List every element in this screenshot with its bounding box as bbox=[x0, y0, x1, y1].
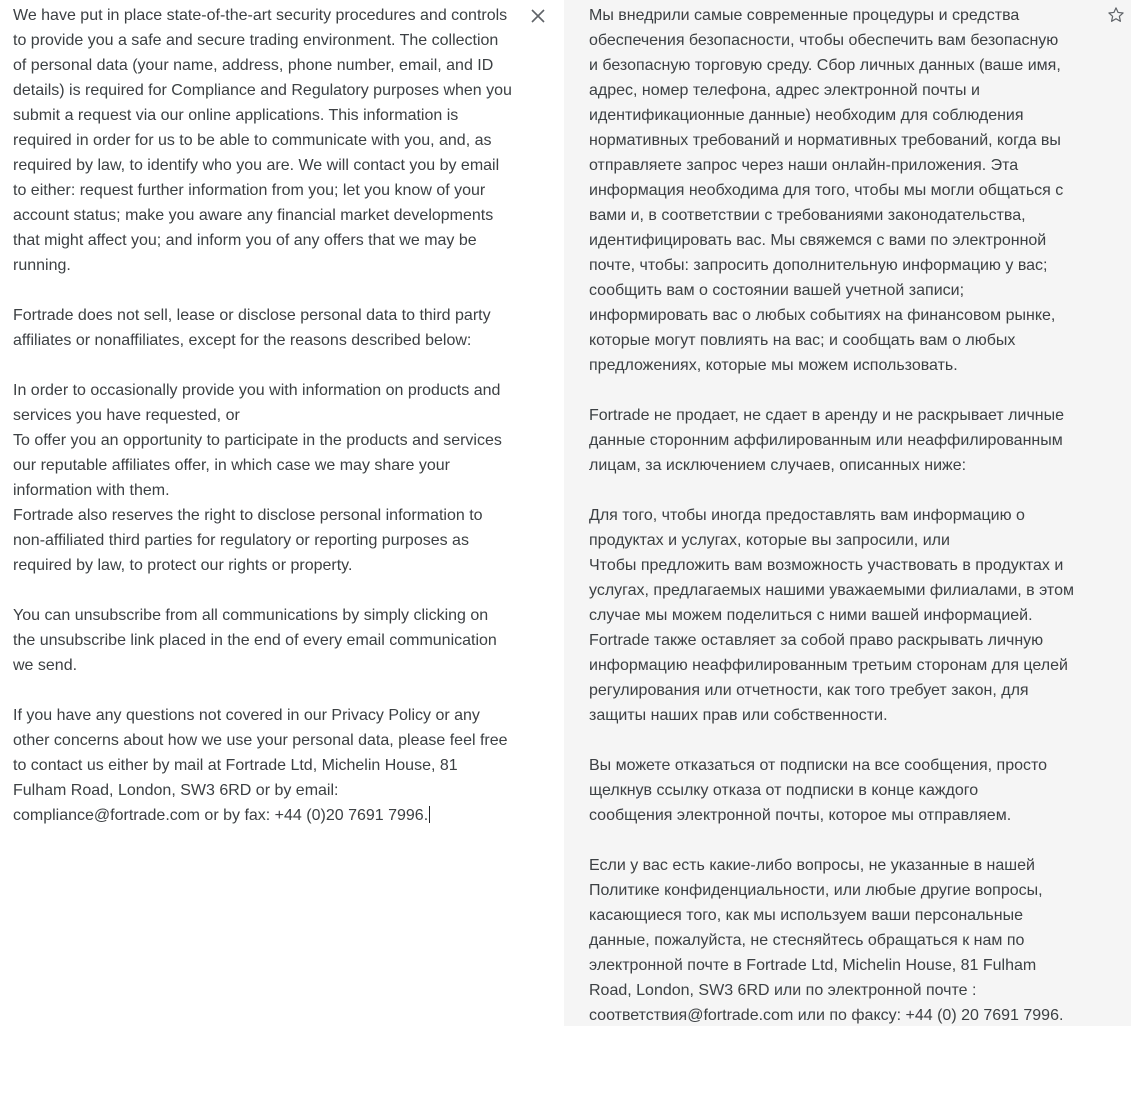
source-text-input[interactable] bbox=[13, 3, 523, 828]
text-caret bbox=[429, 806, 430, 823]
translation-output-panel bbox=[564, 0, 1131, 1026]
source-paragraph-1: We have put in place state-of-the-art security procedures and controls to provide you a safe and secure trading environment. The collection of personal data (your name, address, phone number, email, and ID details) is required for Compliance and Regulatory purposes when you submit a request via our online applications. This information is required in order for us to be able to communicate with you, and, as required by law, to identify who you are. We will contact you by email to either: request further information from you; let you know of your account status; make you aware any financial market developments that might affect you; and inform you of any offers that we may be running. bbox=[13, 7, 512, 274]
source-text-panel bbox=[0, 0, 564, 1100]
target-paragraph-3: Для того, чтобы иногда предоставлять вам информацию о продуктах и услугах, которые вы запросили, или Чтобы предложить вам возможность участвовать в продуктах и услугах, предлагаемых нашими уважаемыми филиалами, в этом случае мы можем поделиться с ними вашей информацией. Fortrade также оставляет за собой право раскрывать личную информацию неаффилированным третьим сторонам для целей регулирования или отчетности, как того требует закон, для защиты наших прав или собственности. bbox=[589, 507, 1074, 724]
source-paragraph-2: Fortrade does not sell, lease or disclose personal data to third party affiliates or nonaffiliates, except for the reasons described below: bbox=[13, 307, 491, 349]
clear-source-button[interactable] bbox=[526, 4, 550, 28]
close-icon bbox=[531, 9, 545, 23]
target-paragraph-1: Мы внедрили самые современные процедуры и средства обеспечения безопасности, чтобы обеспечить вам безопасную и безопасную торговую среду. Сбор личных данных (ваше имя, адрес, номер телефона, адрес электронной почты и идентификационные данные) необходим для соблюдения нормативных требований и нормативных требований, когда вы отправляете запрос через наши онлайн-приложения. Эта информация необходима для того, чтобы мы могли общаться с вами и, в соответствии с требованиями законодательства, идентифицировать вас. Мы свяжемся с вами по электронной почте, чтобы: запросить дополнительную информацию у вас; сообщить вам о состоянии вашей учетной записи; информировать вас о любых событиях на финансовом рынке, которые могут повлиять на вас; и сообщать вам о любых предложениях, которые мы можем использовать. bbox=[589, 7, 1064, 374]
save-translation-button[interactable] bbox=[1104, 3, 1128, 27]
source-paragraph-5: If you have any questions not covered in our Privacy Policy or any other concerns about how we use your personal data, please feel free to contact us either by mail at Fortrade Ltd, Michelin House, 81 Fulham Road, London, SW3 6RD or by email: compliance@fortrade.com or by fax: +44 (0)20 7691 7996. bbox=[13, 707, 508, 824]
star-outline-icon bbox=[1107, 6, 1125, 24]
source-paragraph-4: You can unsubscribe from all communications by simply clicking on the unsubscribe link placed in the end of every email communication we send. bbox=[13, 607, 497, 674]
target-paragraph-4: Вы можете отказаться от подписки на все сообщения, просто щелкнув ссылку отказа от подписки в конце каждого сообщения электронной почты, которое мы отправляем. bbox=[589, 757, 1048, 824]
target-paragraph-5: Если у вас есть какие-либо вопросы, не указанные в нашей Политике конфиденциальности, или любые другие вопросы, касающиеся того, как мы используем ваши персональные данные, пожалуйста, не стесняйтесь обращаться к нам по электронной почте в Fortrade Ltd, Michelin House, 81 Fulham Road, London, SW3 6RD или по электронной почте : соответствия@fortrade.com или по факсу: +44 (0) 20 7691 7996. bbox=[589, 857, 1064, 1024]
source-paragraph-3: In order to occasionally provide you with information on products and services you have requested, or To offer you an opportunity to participate in the products and services our reputable affiliates offer, in which case we may share your information with them. Fortrade also reserves the right to disclose personal information to non-affiliated third parties for regulatory or reporting purposes as required by law, to protect our rights or property. bbox=[13, 382, 502, 574]
target-paragraph-2: Fortrade не продает, не сдает в аренду и не раскрывает личные данные сторонним аффилированным или неаффилированным лицам, за исключением случаев, описанных ниже: bbox=[589, 407, 1065, 474]
translation-output-text bbox=[589, 3, 1089, 1028]
